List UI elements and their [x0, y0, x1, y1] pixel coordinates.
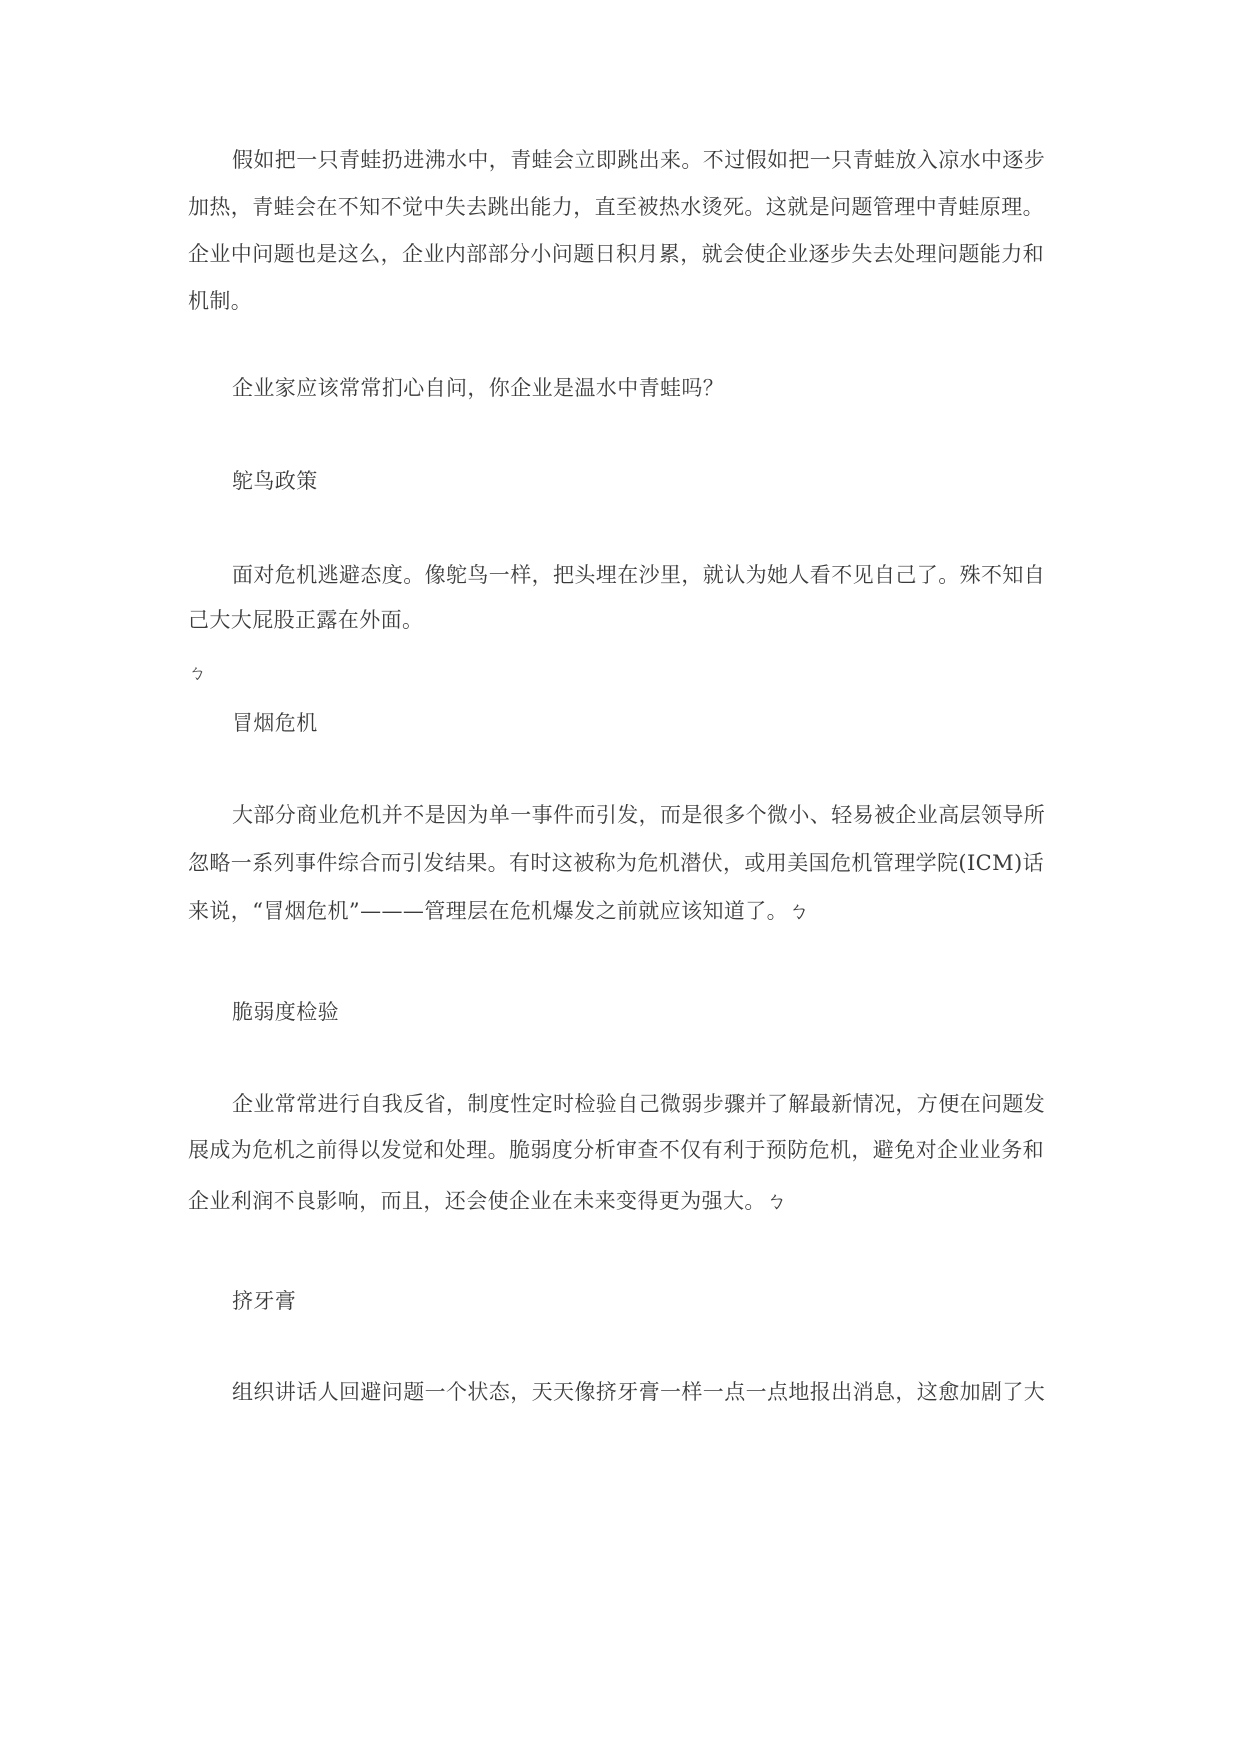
- paragraph-line: 企业常常进行自我反省，制度性定时检验自己微弱步骤并了解最新情况，方便在问题发: [232, 1092, 1046, 1116]
- paragraph-line: 来说，“冒烟危机”———管理层在危机爆发之前就应该知道了。ㄅ: [188, 899, 810, 923]
- paragraph-line: 假如把一只青蛙扔进沸水中，青蛙会立即跳出来。不过假如把一只青蛙放入凉水中逐步: [232, 148, 1046, 172]
- paragraph-line: 大部分商业危机并不是因为单一事件而引发，而是很多个微小、轻易被企业高层领导所: [232, 803, 1046, 827]
- paragraph-line: 展成为危机之前得以发觉和处理。脆弱度分析审查不仅有利于预防危机，避免对企业业务和: [188, 1138, 1044, 1162]
- paragraph-line: 企业中问题也是这么，企业内部部分小问题日积月累，就会使企业逐步失去处理问题能力和: [188, 242, 1044, 266]
- paragraph-line: 机制。: [188, 289, 253, 313]
- paragraph-line: 忽略一系列事件综合而引发结果。有时这被称为危机潜伏，或用美国危机管理学院(ICM)话: [188, 851, 1045, 875]
- paragraph-mark: ㄅ: [188, 663, 206, 684]
- paragraph-line: 企业利润不良影响，而且，还会使企业在未来变得更为强大。ㄅ: [188, 1189, 788, 1213]
- paragraph-line: 企业家应该常常扪心自问，你企业是温水中青蛙吗？: [232, 376, 725, 400]
- paragraph-line: 面对危机逃避态度。像鸵鸟一样，把头埋在沙里，就认为她人看不见自己了。殊不知自: [232, 563, 1046, 587]
- section-heading: 冒烟危机: [232, 711, 318, 735]
- paragraph-line: 己大大屁股正露在外面。: [188, 608, 424, 632]
- section-heading: 鸵鸟政策: [232, 469, 318, 493]
- paragraph-line: 组织讲话人回避问题一个状态，天天像挤牙膏一样一点一点地报出消息，这愈加剧了大: [232, 1380, 1046, 1404]
- section-heading: 脆弱度检验: [232, 1000, 339, 1024]
- section-heading: 挤牙膏: [232, 1289, 297, 1313]
- paragraph-line: 加热，青蛙会在不知不觉中失去跳出能力，直至被热水烫死。这就是问题管理中青蛙原理。: [188, 195, 1044, 219]
